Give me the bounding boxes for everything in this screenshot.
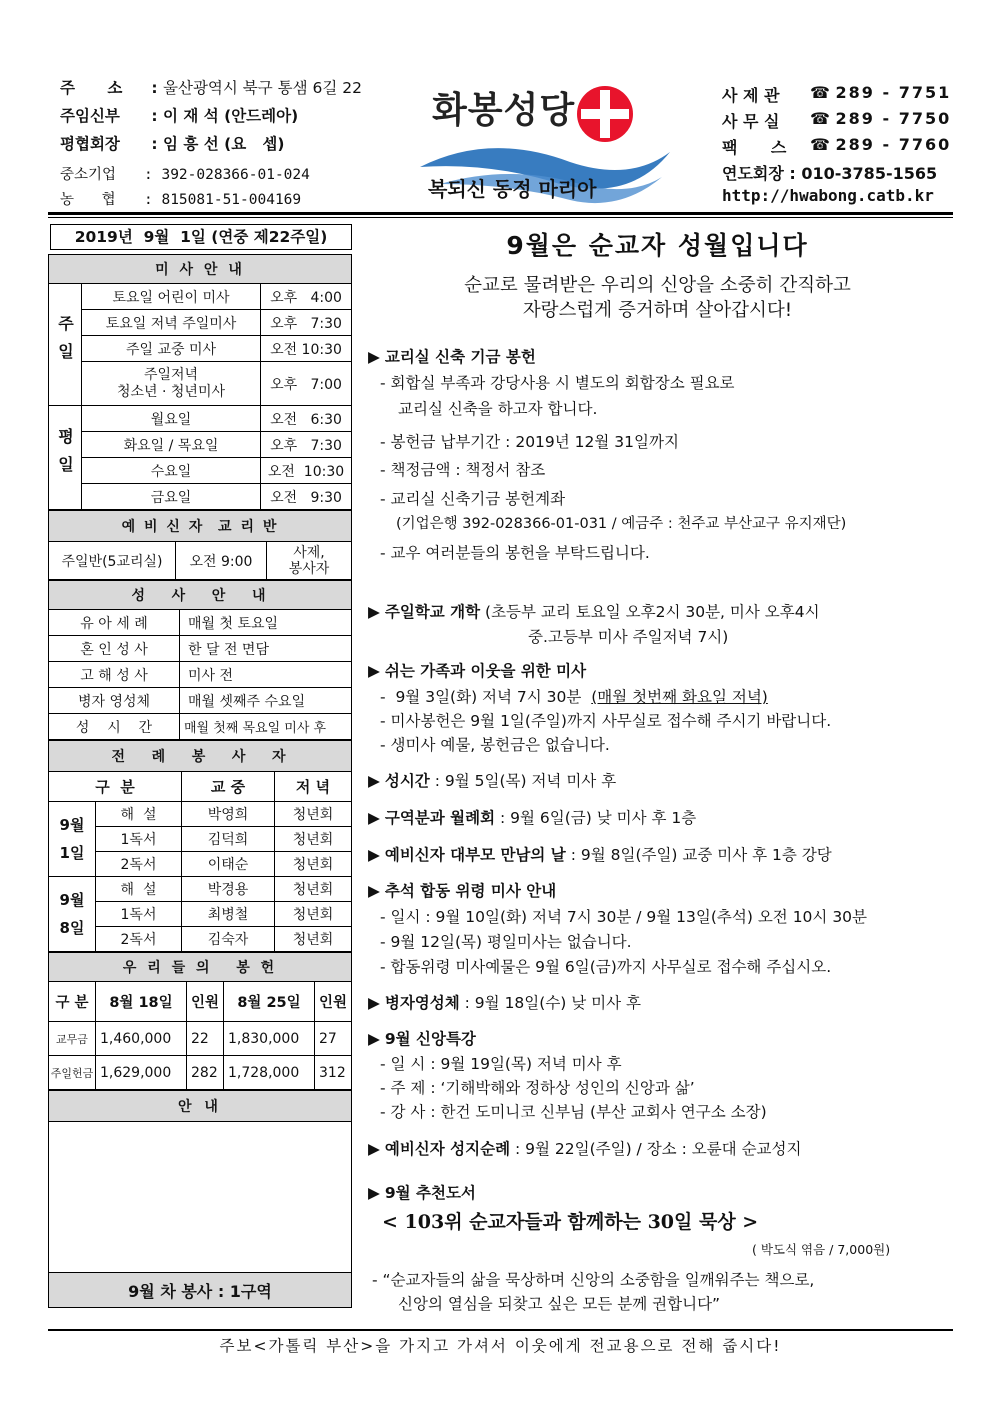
- bullet-icon: ▶: [368, 809, 380, 827]
- mass-time: 오후 4:00: [261, 284, 352, 310]
- footer-text: 주보<가톨릭 부산>을 가지고 가셔서 이웃에게 전교용으로 전해 줍시다!: [219, 1337, 782, 1355]
- catechumen-title: 예 비 신 자 교 리 반: [49, 511, 352, 542]
- fax-tel: 289 - 7760: [835, 135, 952, 154]
- item-line: - 9월 3일(화) 저녁 7시 30분 (매월 첫번째 화요일 저녁): [380, 688, 768, 706]
- mass-time: 오전 10:30: [261, 458, 352, 484]
- item-line: - 생미사 예물, 봉헌금은 없습니다.: [380, 736, 610, 754]
- bank2-row: 농 협 : 815081-51-004169: [60, 188, 301, 209]
- rectory-label: 사 제 관: [722, 86, 780, 105]
- item-text: : 9월 18일(수) 낮 미사 후: [459, 994, 642, 1012]
- header-divider-thin: [48, 217, 953, 218]
- mass-name: 토요일 저녁 주일미사: [82, 310, 261, 336]
- servers-header: 구 분: [49, 772, 182, 802]
- mass-name: 금요일: [82, 484, 261, 510]
- mass-time: 오후 7:30: [261, 432, 352, 458]
- item-text: : 9월 8일(주일) 교중 미사 후 1층 강당: [565, 846, 832, 864]
- server-role: 1독서: [96, 827, 182, 852]
- fax-label: 팩 스: [722, 138, 787, 157]
- offering-header: 구 분: [49, 982, 96, 1022]
- bank1-account: 392-028366-01-024: [161, 167, 310, 183]
- item-sunday-school: [368, 600, 820, 622]
- church-name: 화봉성당: [432, 90, 576, 131]
- item-title: 쉬는 가족과 이웃을 위한 미사: [384, 662, 587, 680]
- offering-header: 8월 25일: [224, 982, 315, 1022]
- item-line: - 교우 여러분들의 봉헌을 부탁드립니다.: [380, 544, 650, 562]
- offering-amount: 1,830,000: [224, 1022, 315, 1056]
- item-line: - 봉헌금 납부기간 : 2019년 12월 31일까지: [380, 433, 679, 451]
- notice-title: 안 내: [49, 1091, 352, 1122]
- item-godparents: [368, 843, 832, 865]
- office-tel: 289 - 7750: [835, 109, 952, 128]
- item-district-meeting: [368, 806, 696, 828]
- item-book: [368, 1181, 476, 1203]
- bank2-label: 농 협: [60, 192, 116, 208]
- item-line: - “순교자들의 삶을 묵상하며 신앙의 소중함을 일깨워주는 책으로,: [372, 1271, 815, 1289]
- mass-name: 화요일 / 목요일: [82, 432, 261, 458]
- bullet-icon: ▶: [368, 348, 380, 366]
- offering-type: 주일헌금: [49, 1056, 96, 1090]
- server-role: 2독서: [96, 852, 182, 877]
- weekday-label: 평일: [49, 406, 82, 510]
- sacrament-name: 혼 인 성 사: [49, 636, 180, 662]
- item-text: : 9월 22일(주일) / 장소 : 오륜대 순교성지: [510, 1140, 802, 1158]
- server-role: 해 설: [96, 877, 182, 902]
- item-line: - 회합실 부족과 강당사용 시 별도의 회합장소 필요로: [380, 374, 735, 392]
- server-role: 1독서: [96, 902, 182, 927]
- server-group: 청년회: [275, 877, 352, 902]
- bullet-icon: ▶: [368, 1184, 380, 1202]
- choir-row: 연도회장 : 010-3785-1565: [722, 164, 938, 183]
- offering-amount: 1,629,000: [96, 1056, 187, 1090]
- bullet-icon: ▶: [368, 662, 380, 680]
- address-label: 주 소: [60, 79, 123, 97]
- sacrament-title: 성 사 안 내: [49, 581, 352, 610]
- item-line: - 일 시 : 9월 19일(목) 저녁 미사 후: [380, 1055, 622, 1073]
- sacrament-name: 유 아 세 례: [49, 610, 180, 636]
- rectory-tel: 289 - 7751: [835, 83, 952, 102]
- servers-header: 교 중: [182, 772, 275, 802]
- item-holy-hour: [368, 769, 616, 791]
- item-line: - 강 사 : 한건 도미니코 신부님 (부산 교회사 연구소 소장): [380, 1103, 767, 1121]
- mass-time: 오전 9:30: [261, 484, 352, 510]
- item-family-mass: [368, 659, 586, 681]
- servers-table: [48, 740, 352, 952]
- server-group: 청년회: [275, 902, 352, 927]
- mass-time: 오전 6:30: [261, 406, 352, 432]
- mass-title: 미 사 안 내: [49, 255, 352, 284]
- bank2-account: 815081-51-004169: [161, 192, 302, 208]
- mass-time: 오후 7:30: [261, 310, 352, 336]
- mass-time: 오전 10:30: [261, 336, 352, 362]
- main-title: 9월은 순교자 성월입니다: [506, 231, 809, 260]
- item-title: 9월 추천도서: [384, 1184, 476, 1202]
- bullet-icon: ▶: [368, 846, 380, 864]
- notice-body: [49, 1122, 352, 1273]
- item-construction: [368, 345, 536, 367]
- left-column: [48, 254, 352, 1308]
- server-group: 청년회: [275, 927, 352, 952]
- item-underline: (매월 첫번째 화요일 저녁): [591, 688, 768, 706]
- offering-count: 312: [315, 1056, 352, 1090]
- item-sick-communion: [368, 991, 641, 1013]
- sunday-label: 주일: [49, 284, 82, 406]
- server-name: 김덕희: [182, 827, 275, 852]
- footer-divider: [48, 1329, 953, 1331]
- item-title: 구역분과 월례회: [384, 809, 496, 827]
- item-pilgrimage: [368, 1137, 801, 1159]
- item-title: 교리실 신축 기금 봉헌: [384, 348, 536, 366]
- bullet-icon: ▶: [368, 603, 380, 621]
- offering-count: 22: [187, 1022, 224, 1056]
- website[interactable]: http://hwabong.catb.kr: [722, 186, 934, 205]
- sacrament-name: 고 해 성 사: [49, 662, 180, 688]
- main-subtitle-1: 순교로 물려받은 우리의 신앙을 소중히 간직하고: [464, 275, 851, 296]
- phone-icon: ☎: [810, 83, 830, 102]
- mass-name: 수요일: [82, 458, 261, 484]
- main-subtitle-2: 자랑스럽게 증거하며 살아갑시다!: [522, 300, 793, 321]
- notice-box: [48, 1090, 352, 1308]
- offering-header: 8월 18일: [96, 982, 187, 1022]
- server-role: 2독서: [96, 927, 182, 952]
- servers-date: 9월 1일: [49, 802, 96, 877]
- item-title: 병자영성체: [384, 994, 460, 1012]
- catechumen-teacher: 사제, 봉사자: [267, 542, 352, 580]
- item-lecture: [368, 1027, 476, 1049]
- server-name: 박영희: [182, 802, 275, 827]
- item-title: 추석 합동 위령 미사 안내: [384, 882, 557, 900]
- item-line: - 책정금액 : 책정서 참조: [380, 461, 546, 479]
- phone-icon: ☎: [810, 109, 830, 128]
- item-text: : 9월 6일(금) 낮 미사 후 1층: [495, 809, 697, 827]
- rectory-row: [722, 83, 952, 106]
- item-line: (기업은행 392-028366-01-031 / 예금주 : 천주교 부산교구 유지재단): [396, 516, 847, 532]
- server-group: 청년회: [275, 827, 352, 852]
- item-line: 중.고등부 미사 주일저녁 7시): [528, 628, 729, 646]
- server-role: 해 설: [96, 802, 182, 827]
- address: 울산광역시 북구 통샘 6길 22: [163, 79, 363, 97]
- book-title: < 103위 순교자들과 함께하는 30일 묵상 >: [382, 1211, 759, 1233]
- catechumen-class: 주일반(5교리실): [49, 542, 176, 580]
- item-line: - 교리실 신축기금 봉헌계좌: [380, 490, 566, 508]
- mass-time: 오후 7:00: [261, 362, 352, 406]
- mass-name: 토요일 어린이 미사: [82, 284, 261, 310]
- book-author: ( 박도식 엮음 / 7,000원): [752, 1242, 891, 1257]
- header-divider: [48, 212, 953, 215]
- fax-row: [722, 135, 952, 158]
- sacrament-value: 매월 첫 토요일: [180, 610, 352, 636]
- server-name: 최병철: [182, 902, 275, 927]
- council: 임 흥 선 (요 셉): [163, 135, 285, 153]
- pastor: 이 재 석 (안드레아): [163, 107, 299, 125]
- catechumen-table: [48, 510, 352, 580]
- sacrament-value: 매월 첫째 목요일 미사 후: [180, 714, 352, 740]
- server-name: 김숙자: [182, 927, 275, 952]
- server-name: 박경용: [182, 877, 275, 902]
- item-title: 예비신자 성지순례: [384, 1140, 511, 1158]
- servers-header: 저 녁: [275, 772, 352, 802]
- choir-tel: 010-3785-1565: [801, 164, 938, 183]
- bullet-icon: ▶: [368, 882, 380, 900]
- offering-type: 교무금: [49, 1022, 96, 1056]
- item-text: : 9월 5일(목) 저녁 미사 후: [429, 772, 617, 790]
- server-group: 청년회: [275, 802, 352, 827]
- sacrament-name: 성 시 간: [49, 714, 180, 740]
- offering-title: 우 리 들 의 봉 헌: [49, 953, 352, 982]
- item-line: - 미사봉헌은 9월 1일(주일)까지 사무실로 접수해 주시기 바랍니다.: [380, 712, 832, 730]
- item-title: 9월 신앙특강: [384, 1030, 476, 1048]
- church-logo: [400, 72, 700, 212]
- offering-header: 인원: [187, 982, 224, 1022]
- mass-table: [48, 254, 352, 510]
- bullet-icon: ▶: [368, 1140, 380, 1158]
- pastor-label: 주임신부: [60, 107, 120, 125]
- item-line: 교리실 신축을 하고자 합니다.: [398, 400, 598, 418]
- sacrament-value: 한 달 전 면담: [180, 636, 352, 662]
- council-row: 평협회장 : 임 흥 선 (요 셉): [60, 132, 284, 154]
- item-line: - 합동위령 미사예물은 9월 6일(금)까지 사무실로 접수해 주십시오.: [380, 958, 832, 976]
- address-row: 주 소 : 울산광역시 북구 통샘 6길 22: [60, 76, 362, 98]
- item-line: 신앙의 열심을 되찾고 싶은 모든 분께 권합니다”: [398, 1295, 721, 1313]
- item-text: (초등부 교리 토요일 오후2시 30분, 미사 오후4시: [480, 603, 820, 621]
- offering-table: [48, 952, 352, 1090]
- catechumen-time: 오전 9:00: [176, 542, 267, 580]
- office-row: [722, 109, 952, 132]
- mass-name: 주일저녁 청소년 · 청년미사: [82, 362, 261, 406]
- mass-name: 월요일: [82, 406, 261, 432]
- pastor-row: 주임신부 : 이 재 석 (안드레아): [60, 104, 298, 126]
- choir-label: 연도회장: [722, 164, 784, 183]
- patron-name: 복되신 동정 마리아: [428, 177, 597, 201]
- server-group: 청년회: [275, 852, 352, 877]
- office-label: 사 무 실: [722, 112, 780, 131]
- item-line: - 일시 : 9월 10일(화) 저녁 7시 30분 / 9월 13일(추석) 오전 10시 30분: [380, 908, 868, 926]
- item-title: 성시간: [384, 772, 430, 790]
- item-title: 주일학교 개학: [384, 603, 481, 621]
- item-line: - 주 제 : ‘기해박해와 정하상 성인의 신앙과 삶’: [380, 1079, 695, 1097]
- offering-count: 27: [315, 1022, 352, 1056]
- offering-count: 282: [187, 1056, 224, 1090]
- bank1-row: 중소기업 : 392-028366-01-024: [60, 163, 310, 184]
- offering-header: 인원: [315, 982, 352, 1022]
- sacrament-value: 미사 전: [180, 662, 352, 688]
- phone-icon: ☎: [810, 135, 830, 154]
- sacrament-name: 병자 영성체: [49, 688, 180, 714]
- cleaning-duty: 9월 차 봉사 : 1구역: [49, 1273, 352, 1308]
- issue-date: 2019년 9월 1일 (연중 제22주일): [50, 224, 352, 250]
- servers-date: 9월 8일: [49, 877, 96, 952]
- item-chuseok-mass: [368, 879, 556, 901]
- offering-amount: 1,460,000: [96, 1022, 187, 1056]
- sacrament-value: 매월 셋째주 수요일: [180, 688, 352, 714]
- bullet-icon: ▶: [368, 994, 380, 1012]
- council-label: 평협회장: [60, 135, 120, 153]
- item-title: 예비신자 대부모 만남의 날: [384, 846, 566, 864]
- sacrament-table: [48, 580, 352, 740]
- bullet-icon: ▶: [368, 1030, 380, 1048]
- offering-amount: 1,728,000: [224, 1056, 315, 1090]
- bullet-icon: ▶: [368, 772, 380, 790]
- servers-title: 전 례 봉 사 자: [49, 741, 352, 772]
- mass-name: 주일 교중 미사: [82, 336, 261, 362]
- item-line: - 9월 12일(목) 평일미사는 없습니다.: [380, 933, 632, 951]
- server-name: 이태순: [182, 852, 275, 877]
- bank1-label: 중소기업: [60, 167, 117, 183]
